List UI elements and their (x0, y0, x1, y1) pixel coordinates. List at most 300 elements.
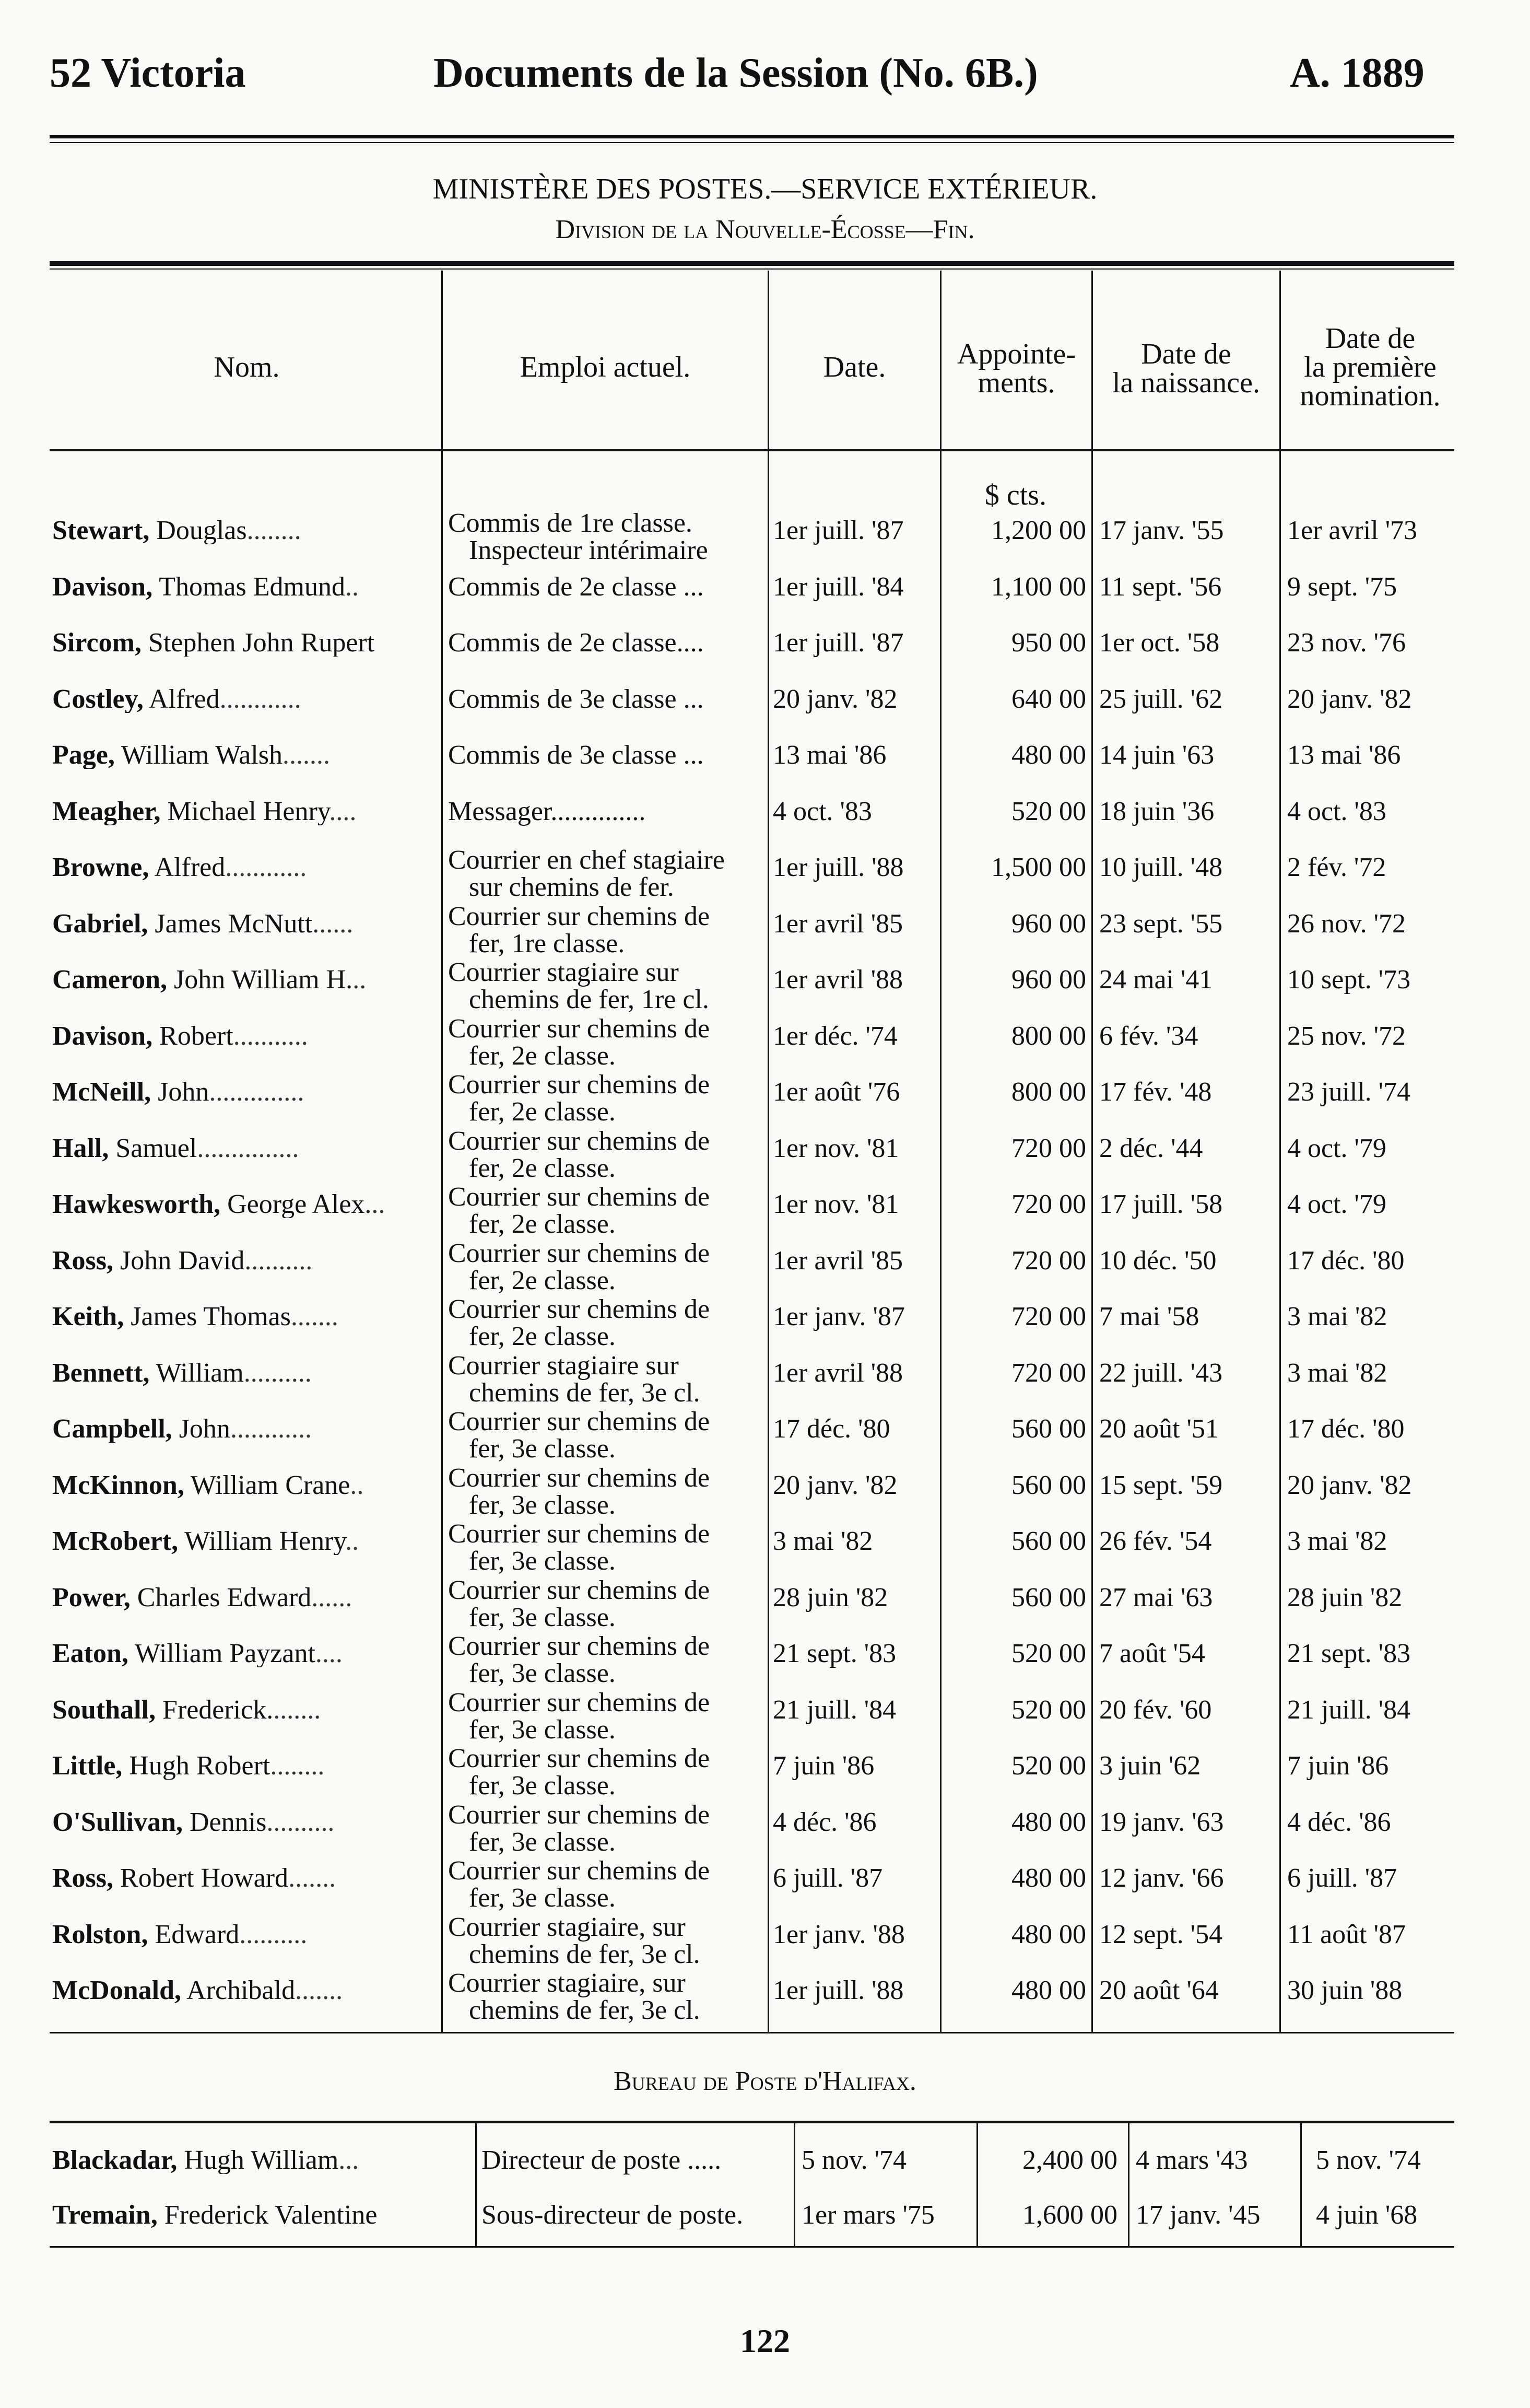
section-title-halifax: Bureau de Poste d'Halifax. (614, 2066, 916, 2096)
leader-dots: ........ (246, 517, 301, 544)
salary-cell: 560 00 (1011, 1414, 1086, 1444)
table-top-rule-thin (50, 268, 1454, 270)
employee-first-name: John (179, 1416, 230, 1443)
employment-line-2: fer, 2e classe. (469, 1097, 616, 1127)
table-row (0, 1013, 1530, 1079)
employee-name (52, 1865, 441, 1892)
date-cell: 1er avril '85 (773, 908, 903, 939)
table-row (0, 629, 1530, 686)
salary-cell: 720 00 (1011, 1358, 1086, 1388)
salary-cell: 960 00 (1011, 908, 1086, 939)
date-cell: 7 juin '86 (773, 1751, 875, 1781)
date-cell: 1er juill. '87 (773, 516, 904, 545)
employment-line-2: Inspecteur intérimaire (469, 535, 708, 565)
birth-date-cell: 10 juill. '48 (1099, 852, 1223, 882)
employment-line-1: Courrier sur chemins de (448, 1294, 710, 1324)
employment-line-1: Courrier sur chemins de (448, 1238, 710, 1268)
table-row (0, 901, 1530, 967)
employment-line-1: Directeur de poste ..... (481, 2145, 722, 2175)
date-cell: 6 juill. '87 (773, 1863, 883, 1893)
employee-name (52, 854, 441, 881)
employee-first-name: Archibald (186, 1977, 296, 2004)
leader-dots: .......... (244, 1247, 313, 1275)
employee-last-name: Blackadar, (52, 2147, 178, 2174)
birth-date-cell: 22 juill. '43 (1099, 1358, 1223, 1388)
employment-line-2: fer, 1re classe. (469, 928, 625, 958)
header-right: A. 1889 (1290, 50, 1425, 96)
employee-name (52, 1023, 441, 1050)
employee-name (52, 742, 441, 769)
table-row (0, 1407, 1530, 1472)
first-appointment-cell: 4 oct. '79 (1287, 1133, 1386, 1163)
date-cell: 1er avril '88 (773, 965, 903, 995)
employee-first-name: John David (120, 1247, 245, 1275)
leader-dots: ... (338, 2147, 359, 2174)
section2-bottom-rule (50, 2246, 1454, 2248)
employee-last-name: Power, (52, 1584, 131, 1611)
employment-line-1: Courrier en chef stagiaire (448, 845, 725, 875)
birth-date-cell: 15 sept. '59 (1099, 1470, 1223, 1500)
birth-date-cell: 7 mai '58 (1099, 1302, 1199, 1331)
employee-last-name: Davison, (52, 573, 153, 601)
employee-first-name: William Henry (184, 1528, 346, 1555)
first-appointment-cell: 4 oct. '83 (1287, 796, 1386, 826)
employee-first-name: James McNutt (155, 910, 313, 938)
salary-cell: 560 00 (1011, 1470, 1086, 1500)
table-row (0, 571, 1530, 630)
table-row (0, 1968, 1530, 2033)
employee-last-name: Rolston, (52, 1921, 148, 1948)
employee-name (52, 1528, 441, 1555)
birth-date-cell: 4 mars '43 (1136, 2145, 1248, 2175)
salary-cell: 960 00 (1011, 965, 1086, 995)
first-appointment-cell: 7 juin '86 (1287, 1751, 1389, 1781)
employee-first-name: Hugh Robert (129, 1752, 270, 1780)
salary-cell: 560 00 (1011, 1582, 1086, 1612)
employee-first-name: Dennis (190, 1808, 267, 1836)
salary-cell: 720 00 (1011, 1302, 1086, 1331)
first-appointment-cell: 4 oct. '79 (1287, 1189, 1386, 1219)
employment-line-2: fer, 3e classe. (469, 1490, 616, 1520)
employment-line-2: fer, 3e classe. (469, 1714, 616, 1745)
first-appointment-cell: 20 janv. '82 (1287, 684, 1412, 714)
header-left: 52 Victoria (50, 50, 246, 96)
birth-date-cell: 10 déc. '50 (1099, 1245, 1217, 1276)
salary-cell: 520 00 (1011, 796, 1086, 826)
employee-first-name: William Payzant (134, 1640, 315, 1667)
header-rule-thick (50, 135, 1454, 138)
date-cell: 20 janv. '82 (773, 684, 898, 714)
date-cell: 5 nov. '74 (802, 2145, 907, 2175)
employee-name (52, 2147, 470, 2174)
employment-line-1: Courrier stagiaire, sur (448, 1968, 686, 1998)
employment-line-1: Sous-directeur de poste. (481, 2200, 744, 2230)
first-appointment-cell: 4 juin '68 (1316, 2200, 1418, 2230)
employment-line-1: Messager.............. (448, 796, 646, 826)
employee-last-name: Meagher, (52, 798, 161, 825)
birth-date-cell: 24 mai '41 (1099, 965, 1213, 995)
employee-first-name: Robert Howard (120, 1865, 289, 1892)
employment-line-2: fer, 3e classe. (469, 1546, 616, 1576)
date-cell: 3 mai '82 (773, 1526, 873, 1556)
col-header-nomination-2: la première (1304, 351, 1437, 383)
employee-first-name: William Crane (190, 1471, 350, 1499)
employee-last-name: Keith, (52, 1303, 124, 1330)
employment-line-1: Courrier sur chemins de (448, 1519, 710, 1549)
birth-date-cell: 20 août '64 (1099, 1976, 1219, 2005)
employment-line-2: fer, 2e classe. (469, 1265, 616, 1295)
leader-dots: .... (329, 798, 357, 825)
birth-date-cell: 11 sept. '56 (1099, 571, 1222, 602)
leader-dots: ....... (282, 742, 330, 769)
date-cell: 20 janv. '82 (773, 1470, 898, 1500)
first-appointment-cell: 17 déc. '80 (1287, 1414, 1405, 1444)
leader-dots: .... (315, 1640, 343, 1667)
table-row (0, 686, 1530, 742)
salary-cell: 560 00 (1011, 1526, 1086, 1556)
employee-last-name: Stewart, (52, 517, 150, 544)
employee-name (52, 517, 441, 544)
employee-last-name: Southall, (52, 1696, 156, 1724)
table-row (0, 1912, 1530, 1978)
table-row (0, 1182, 1530, 1247)
employee-last-name: O'Sullivan, (52, 1808, 183, 1836)
employee-last-name: Costley, (52, 685, 144, 713)
employment-line-1: Courrier sur chemins de (448, 1856, 710, 1886)
employment-line-1: Courrier stagiaire sur (448, 957, 679, 987)
employment-line-1: Courrier sur chemins de (448, 1799, 710, 1830)
table-row (0, 1799, 1530, 1865)
page-title: MINISTÈRE DES POSTES.—SERVICE EXTÉRIEUR. (432, 173, 1098, 205)
employment-line-1: Courrier stagiaire sur (448, 1350, 679, 1381)
date-cell: 1er janv. '87 (773, 1302, 905, 1331)
employee-first-name: Robert (159, 1022, 233, 1050)
employee-name (52, 1584, 441, 1611)
salary-cell: 720 00 (1011, 1245, 1086, 1276)
employment-line-1: Courrier sur chemins de (448, 1463, 710, 1493)
table-row (0, 1856, 1530, 1921)
date-cell: 1er juill. '88 (773, 852, 904, 882)
employee-last-name: Eaton, (52, 1640, 128, 1667)
leader-dots: ............ (219, 685, 301, 713)
page-number: 122 (740, 2322, 790, 2359)
employee-first-name: Frederick Valentine (164, 2202, 378, 2229)
birth-date-cell: 27 mai '63 (1099, 1582, 1213, 1612)
table-row (0, 1238, 1530, 1304)
employment-line-2: chemins de fer, 3e cl. (469, 1939, 700, 1969)
leader-dots: .......... (239, 1921, 308, 1948)
employee-first-name: Frederick. (162, 1696, 274, 1724)
employee-last-name: Hall, (52, 1135, 109, 1162)
birth-date-cell: 20 fév. '60 (1099, 1694, 1212, 1725)
leader-dots: .. (350, 1471, 364, 1499)
first-appointment-cell: 10 sept. '73 (1287, 965, 1411, 995)
employee-last-name: Hawkesworth, (52, 1191, 221, 1218)
employment-line-1: Commis de 2e classe ... (448, 571, 704, 602)
birth-date-cell: 19 janv. '63 (1099, 1807, 1224, 1837)
column-header-rule (50, 449, 1454, 451)
employee-first-name: James Thomas (131, 1303, 291, 1330)
first-appointment-cell: 20 janv. '82 (1287, 1470, 1412, 1500)
leader-dots: .. (345, 573, 359, 601)
leader-dots: .......... (266, 1808, 335, 1836)
birth-date-cell: 18 juin '36 (1099, 796, 1215, 826)
employment-line-1: Courrier sur chemins de (448, 1687, 710, 1717)
salary-cell: 480 00 (1011, 1976, 1086, 2005)
table-row (0, 957, 1530, 1023)
leader-dots: ............ (230, 1416, 312, 1443)
salary-cell: 720 00 (1011, 1133, 1086, 1163)
birth-date-cell: 12 sept. '54 (1099, 1919, 1223, 1949)
employee-name (52, 1809, 441, 1836)
employee-first-name: William (156, 1359, 244, 1387)
employee-first-name: Douglas (156, 517, 247, 544)
leader-dots: ........ (270, 1752, 325, 1780)
employee-last-name: McNeill, (52, 1079, 151, 1106)
date-cell: 4 oct. '83 (773, 796, 872, 826)
birth-date-cell: 17 fév. '48 (1099, 1077, 1212, 1107)
employee-name (52, 2202, 470, 2229)
employment-line-1: Courrier sur chemins de (448, 1575, 710, 1605)
first-appointment-cell: 13 mai '86 (1287, 740, 1401, 770)
date-cell: 1er nov. '81 (773, 1189, 899, 1219)
employment-line-2: chemins de fer, 3e cl. (469, 1377, 700, 1408)
birth-date-cell: 2 déc. '44 (1099, 1133, 1203, 1163)
date-cell: 13 mai '86 (773, 740, 887, 770)
employee-last-name: Page, (52, 742, 115, 769)
employment-line-1: Courrier sur chemins de (448, 1013, 710, 1044)
table-row (0, 1744, 1530, 1809)
first-appointment-cell: 25 nov. '72 (1287, 1021, 1406, 1051)
first-appointment-cell: 21 juill. '84 (1287, 1694, 1411, 1725)
employee-name (52, 1079, 441, 1106)
salary-cell: 480 00 (1011, 1807, 1086, 1837)
salary-cell: 2,400 00 (1022, 2145, 1117, 2175)
employment-line-1: Commis de 3e classe ... (448, 684, 704, 714)
birth-date-cell: 7 août '54 (1099, 1639, 1205, 1668)
birth-date-cell: 25 juill. '62 (1099, 684, 1223, 714)
birth-date-cell: 3 juin '62 (1099, 1751, 1201, 1781)
header-center: Documents de la Session (No. 6B.) (433, 50, 1038, 96)
employee-name (52, 1247, 441, 1275)
first-appointment-cell: 23 nov. '76 (1287, 628, 1406, 658)
birth-date-cell: 17 janv. '55 (1099, 516, 1224, 545)
employee-last-name: McDonald, (52, 1977, 181, 2004)
employment-line-1: Commis de 3e classe ... (448, 740, 704, 770)
date-cell: 1er déc. '74 (773, 1021, 898, 1051)
first-appointment-cell: 1er avril '73 (1287, 516, 1418, 545)
leader-dots: ....... (290, 1303, 338, 1330)
leader-dots: .. (371, 1191, 385, 1218)
table-row (0, 1575, 1530, 1641)
leader-dots: ...... (312, 910, 354, 938)
page-subtitle: Division de la Nouvelle-Écosse—Fin. (555, 215, 975, 244)
employee-name (52, 1303, 441, 1330)
employee-name (52, 798, 441, 825)
leader-dots: ....... (295, 1977, 343, 2004)
date-cell: 1er janv. '88 (773, 1919, 905, 1949)
header-rule-thin (50, 142, 1454, 143)
col-header-date: Date. (823, 351, 886, 383)
salary-cell: 1,500 00 (991, 852, 1086, 882)
employee-last-name: Little, (52, 1752, 123, 1780)
first-appointment-cell: 11 août '87 (1287, 1919, 1406, 1949)
employee-first-name: George Alex. (227, 1191, 372, 1218)
employment-line-2: chemins de fer, 3e cl. (469, 1995, 700, 2025)
salary-cell: 800 00 (1011, 1021, 1086, 1051)
col-header-emploi: Emploi actuel. (520, 351, 691, 383)
col-header-nom: Nom. (214, 351, 280, 383)
employee-name (52, 966, 441, 993)
leader-dots: ........... (233, 1022, 308, 1050)
employee-name (52, 629, 441, 657)
salary-cell: 950 00 (1011, 628, 1086, 658)
leader-dots: .. (345, 1528, 359, 1555)
first-appointment-cell: 4 déc. '86 (1287, 1807, 1391, 1837)
col-header-appointements-1: Appointe- (957, 338, 1076, 370)
salary-cell: 1,200 00 (991, 516, 1086, 545)
birth-date-cell: 6 fév. '34 (1099, 1021, 1198, 1051)
employment-line-2: fer, 3e classe. (469, 1883, 616, 1913)
table-row (0, 508, 1530, 574)
table-row (0, 742, 1530, 798)
table-row (0, 2202, 1530, 2258)
salary-cell: 1,600 00 (1022, 2200, 1117, 2230)
table-row (0, 1126, 1530, 1191)
first-appointment-cell: 5 nov. '74 (1316, 2145, 1421, 2175)
employee-first-name: Alfred (154, 854, 226, 881)
leader-dots: .......... (243, 1359, 312, 1387)
leader-dots: ....... (273, 1696, 321, 1724)
table-row (0, 2147, 1530, 2203)
col-header-naissance-1: Date de (1141, 338, 1231, 370)
employment-line-2: sur chemins de fer. (469, 872, 674, 902)
col-header-nomination-3: nomination. (1300, 380, 1441, 412)
employee-last-name: Cameron, (52, 966, 168, 993)
employment-line-1: Courrier sur chemins de (448, 1407, 710, 1436)
employee-first-name: Hugh William (184, 2147, 339, 2174)
employee-first-name: William Walsh (121, 742, 283, 769)
col-header-naissance-2: la naissance. (1112, 367, 1260, 399)
salary-cell: 520 00 (1011, 1639, 1086, 1668)
employment-line-2: fer, 2e classe. (469, 1322, 616, 1351)
employee-last-name: Ross, (52, 1865, 114, 1892)
employment-line-1: Courrier sur chemins de (448, 1744, 710, 1773)
employee-first-name: John (158, 1079, 209, 1106)
salary-cell: 1,100 00 (991, 571, 1086, 602)
salary-cell: 520 00 (1011, 1694, 1086, 1725)
employee-last-name: McRobert, (52, 1528, 179, 1555)
employee-name (52, 1472, 441, 1499)
leader-dots: ....... (288, 1865, 336, 1892)
employee-name (52, 1697, 441, 1724)
employee-name (52, 686, 441, 713)
employment-line-2: fer, 3e classe. (469, 1658, 616, 1688)
employee-last-name: McKinnon, (52, 1471, 184, 1499)
table-row (0, 1070, 1530, 1135)
employee-first-name: Stephen John Rupert (148, 629, 375, 657)
first-appointment-cell: 30 juin '88 (1287, 1976, 1403, 2005)
employment-line-2: fer, 3e classe. (469, 1771, 616, 1801)
employee-name (52, 1416, 441, 1443)
employee-name (52, 1135, 441, 1162)
date-cell: 1er mars '75 (802, 2200, 935, 2230)
employment-line-1: Courrier sur chemins de (448, 1070, 710, 1100)
first-appointment-cell: 9 sept. '75 (1287, 571, 1397, 602)
first-appointment-cell: 6 juill. '87 (1287, 1863, 1397, 1893)
birth-date-cell: 20 août '51 (1099, 1414, 1219, 1444)
first-appointment-cell: 23 juill. '74 (1287, 1077, 1411, 1107)
employee-name (52, 1360, 441, 1387)
first-appointment-cell: 26 nov. '72 (1287, 908, 1406, 939)
employee-last-name: Davison, (52, 1022, 153, 1050)
table-top-rule (50, 261, 1454, 266)
salary-cell: 800 00 (1011, 1077, 1086, 1107)
table-row (0, 1519, 1530, 1584)
birth-date-cell: 1er oct. '58 (1099, 628, 1220, 658)
leader-dots: ............ (225, 854, 307, 881)
salary-cell: 720 00 (1011, 1189, 1086, 1219)
section2-top-rule (50, 2121, 1454, 2123)
employee-name (52, 910, 441, 938)
col-header-appointements-2: ments. (978, 367, 1055, 399)
first-appointment-cell: 3 mai '82 (1287, 1358, 1387, 1388)
table-row (0, 798, 1530, 855)
date-cell: 1er juill. '88 (773, 1976, 904, 2005)
table-row (0, 1631, 1530, 1697)
employee-name (52, 1977, 441, 2004)
employment-line-1: Courrier sur chemins de (448, 901, 710, 931)
employment-line-1: Courrier stagiaire, sur (448, 1912, 686, 1942)
date-cell: 1er nov. '81 (773, 1133, 899, 1163)
employee-name (52, 1191, 441, 1218)
salary-cell: 480 00 (1011, 1919, 1086, 1949)
employee-last-name: Ross, (52, 1247, 114, 1275)
employment-line-1: Courrier sur chemins de (448, 1126, 710, 1156)
employment-line-1: Courrier sur chemins de (448, 1182, 710, 1212)
employee-last-name: Sircom, (52, 629, 142, 657)
employment-line-2: fer, 3e classe. (469, 1434, 616, 1464)
date-cell: 1er avril '88 (773, 1358, 903, 1388)
table-row (0, 1350, 1530, 1416)
date-cell: 1er août '76 (773, 1077, 900, 1107)
salary-cell: 520 00 (1011, 1751, 1086, 1781)
leader-dots: .. (352, 966, 367, 993)
employee-first-name: John William H. (174, 966, 353, 993)
date-cell: 17 déc. '80 (773, 1414, 890, 1444)
table-row (0, 1294, 1530, 1360)
date-cell: 21 juill. '84 (773, 1694, 897, 1725)
salary-cell: 480 00 (1011, 740, 1086, 770)
salary-cell: 480 00 (1011, 1863, 1086, 1893)
table-row (0, 1687, 1530, 1753)
birth-date-cell: 17 juill. '58 (1099, 1189, 1223, 1219)
date-cell: 1er avril '85 (773, 1245, 903, 1276)
employee-first-name: Charles Edward (137, 1584, 312, 1611)
employment-line-2: fer, 3e classe. (469, 1602, 616, 1632)
date-cell: 1er juill. '87 (773, 628, 904, 658)
first-appointment-cell: 3 mai '82 (1287, 1302, 1387, 1331)
employee-first-name: Samuel (115, 1135, 197, 1162)
leader-dots: ...... (311, 1584, 352, 1611)
col-header-nomination-1: Date de (1325, 322, 1416, 355)
employment-line-1: Commis de 2e classe.... (448, 628, 704, 658)
date-cell: 1er juill. '84 (773, 571, 904, 602)
employee-name (52, 1921, 441, 1948)
employee-first-name: Thomas Edmund (159, 573, 345, 601)
first-appointment-cell: 2 fév. '72 (1287, 852, 1386, 882)
employment-line-2: fer, 2e classe. (469, 1153, 616, 1183)
